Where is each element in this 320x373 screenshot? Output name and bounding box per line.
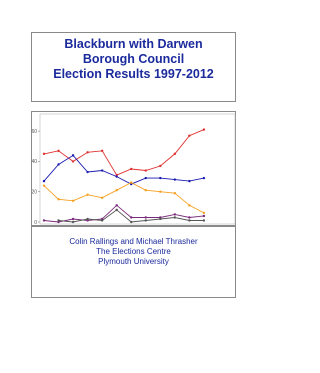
data-point bbox=[203, 215, 205, 217]
data-point bbox=[57, 219, 59, 221]
data-point bbox=[43, 184, 45, 186]
chart-box bbox=[31, 111, 236, 226]
data-point bbox=[203, 128, 205, 130]
data-point bbox=[101, 150, 103, 152]
title-line-1: Blackburn with Darwen bbox=[64, 37, 203, 51]
data-point bbox=[145, 219, 147, 221]
data-point bbox=[145, 189, 147, 191]
data-point bbox=[174, 153, 176, 155]
data-point bbox=[43, 153, 45, 155]
data-point bbox=[188, 204, 190, 206]
title-box bbox=[31, 32, 236, 102]
data-point bbox=[159, 218, 161, 220]
data-point bbox=[130, 181, 132, 183]
data-point bbox=[86, 171, 88, 173]
series-line-3 bbox=[44, 183, 204, 213]
data-point bbox=[188, 134, 190, 136]
data-point bbox=[72, 154, 74, 156]
y-tick-label: 0 bbox=[34, 219, 37, 226]
data-point bbox=[43, 180, 45, 182]
credit-centre: The Elections Centre bbox=[96, 247, 171, 256]
data-point bbox=[72, 160, 74, 162]
y-tick-label: 40 bbox=[31, 159, 37, 166]
data-point bbox=[174, 213, 176, 215]
data-point bbox=[115, 209, 117, 211]
title-line-2: Borough Council bbox=[82, 52, 185, 66]
title-line-3: Election Results 1997-2012 bbox=[53, 67, 214, 81]
data-point bbox=[159, 165, 161, 167]
y-tick-label: 20 bbox=[31, 189, 37, 196]
credit-box bbox=[31, 226, 236, 298]
data-point bbox=[203, 177, 205, 179]
data-point bbox=[115, 204, 117, 206]
data-point bbox=[130, 168, 132, 170]
data-point bbox=[57, 150, 59, 152]
data-point bbox=[159, 177, 161, 179]
data-point bbox=[101, 219, 103, 221]
series-line-1 bbox=[44, 130, 204, 176]
data-point bbox=[188, 219, 190, 221]
plot-frame bbox=[40, 114, 235, 224]
y-tick-label: 60 bbox=[31, 128, 37, 135]
data-point bbox=[86, 218, 88, 220]
data-point bbox=[101, 197, 103, 199]
data-point bbox=[130, 216, 132, 218]
data-point bbox=[203, 212, 205, 214]
data-point bbox=[145, 177, 147, 179]
data-point bbox=[86, 151, 88, 153]
data-point bbox=[72, 200, 74, 202]
data-point bbox=[174, 216, 176, 218]
data-point bbox=[43, 219, 45, 221]
data-point bbox=[57, 198, 59, 200]
data-point bbox=[86, 194, 88, 196]
data-point bbox=[72, 221, 74, 223]
election-trend-chart bbox=[32, 112, 237, 227]
data-point bbox=[159, 191, 161, 193]
data-point bbox=[203, 219, 205, 221]
series-line-2 bbox=[44, 155, 204, 184]
data-point bbox=[130, 221, 132, 223]
data-point bbox=[57, 163, 59, 165]
credit-university: Plymouth University bbox=[98, 257, 169, 266]
data-point bbox=[145, 216, 147, 218]
data-point bbox=[115, 189, 117, 191]
data-point bbox=[115, 175, 117, 177]
data-point bbox=[188, 216, 190, 218]
data-point bbox=[174, 192, 176, 194]
data-point bbox=[101, 169, 103, 171]
data-point bbox=[188, 180, 190, 182]
credit-author: Colin Rallings and Michael Thrasher bbox=[69, 237, 198, 246]
series-line-4 bbox=[44, 205, 204, 222]
data-point bbox=[174, 178, 176, 180]
data-point bbox=[72, 218, 74, 220]
data-point bbox=[145, 169, 147, 171]
